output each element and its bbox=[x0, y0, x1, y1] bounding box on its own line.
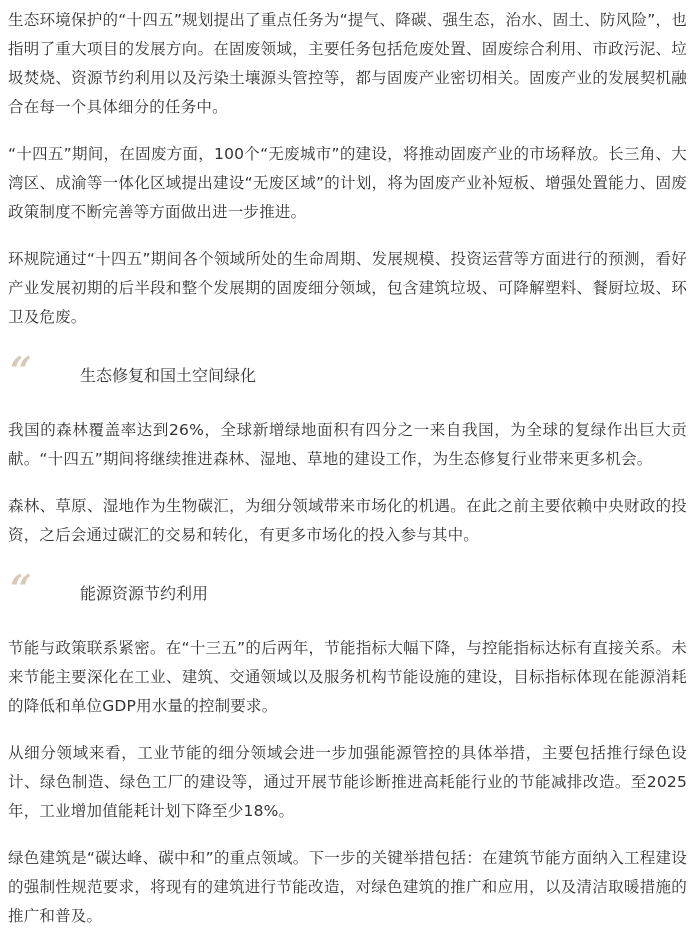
paragraph: 森林、草原、湿地作为生物碳汇，为细分领域带来市场化的机遇。在此之前主要依赖中央财政的投资，之后会通过碳汇的交易和转化，有更多市场化的投入参与其中。 bbox=[8, 497, 687, 544]
paragraph: 节能与政策联系紧密。在“十三五”的后两年，节能指标大幅下降，与控能指标达标有直接关系。未来节能主要深化在工业、建筑、交通领域以及服务机构节能设施的建设，目标指标体现在能源消耗的降低和单位GDP用水量的控制要求。 bbox=[8, 639, 687, 715]
section-title: 能源资源节约利用 bbox=[80, 584, 209, 603]
paragraph: 我国的森林覆盖率达到26%，全球新增绿地面积有四分之一来自我国，为全球的复绿作出巨大贡献。“十四五”期间将继续推进森林、湿地、草地的建设工作，为生态修复行业带来更多机会。 bbox=[8, 421, 687, 468]
paragraph: 生态环境保护的“十四五”规划提出了重点任务为“提气、降碳、强生态，治水、固土、防风险”，也指明了重大项目的发展方向。在固废领域，主要任务包括危废处置、固废综合利用、市政污泥、垃圾焚烧、资源节约利用以及污染土壤源头管控等，都与固废产业密切相关。固废产业的发展契机融合在每一个具体细分的任务中。 bbox=[8, 11, 687, 116]
section-heading-ecological-restoration bbox=[8, 348, 687, 398]
section-title: 生态修复和国土空间绿化 bbox=[80, 366, 257, 385]
paragraph: 环规院通过“十四五”期间各个领域所处的生命周期、发展规模、投资运营等方面进行的预测，看好产业发展初期的后半段和整个发展期的固废细分领域，包含建筑垃圾、可降解塑料、餐厨垃圾、环卫及危废。 bbox=[8, 250, 687, 326]
paragraph: 从细分领域来看，工业节能的细分领域会进一步加强能源管控的具体举措，主要包括推行绿色设计、绿色制造、绿色工厂的建设等，通过开展节能诊断推进高耗能行业的节能减排改造。至2025年，工业增加值能耗计划下降至少18%。 bbox=[8, 744, 687, 820]
quote-mark-icon: “ bbox=[10, 348, 28, 393]
section-heading-energy-conservation bbox=[8, 566, 687, 616]
paragraph: 绿色建筑是“碳达峰、碳中和”的重点领域。下一步的关键举措包括：在建筑节能方面纳入工程建设的强制性规范要求，将现有的建筑进行节能改造，对绿色建筑的推广和应用，以及清洁取暖措施的推广和普及。 bbox=[8, 849, 687, 925]
paragraph: “十四五”期间，在固废方面，100个“无废城市”的建设，将推动固废产业的市场释放。长三角、大湾区、成渝等一体化区域提出建设“无废区域”的计划，将为固废产业补短板、增强处置能力、固废政策制度不断完善等方面做出进一步推进。 bbox=[8, 145, 687, 221]
quote-mark-icon: “ bbox=[10, 566, 28, 611]
